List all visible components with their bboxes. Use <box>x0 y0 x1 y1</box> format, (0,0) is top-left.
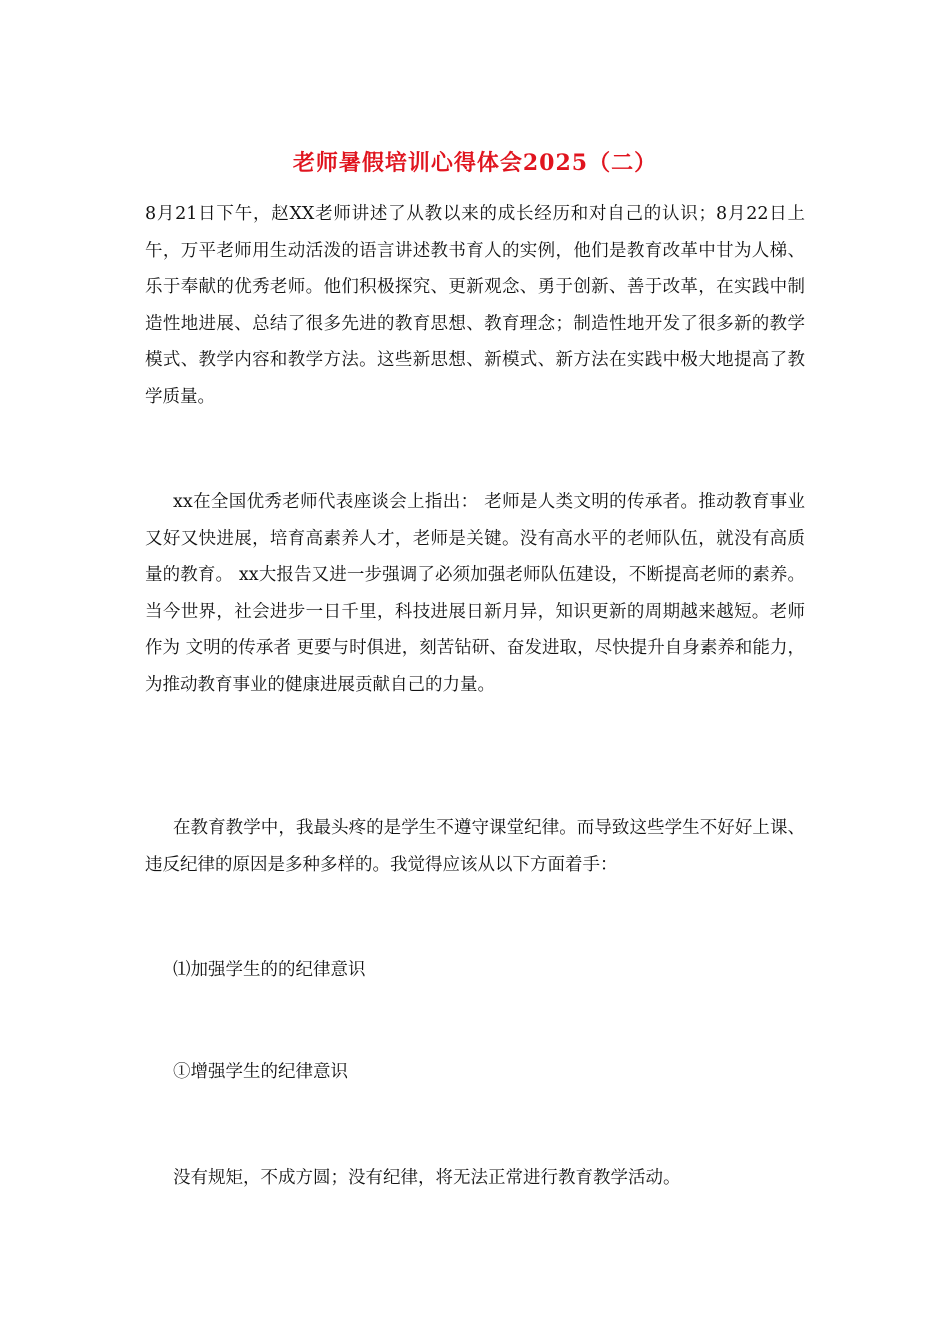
paragraph-teacher-role: xx在全国优秀老师代表座谈会上指出： 老师是人类文明的传承者。推动教育事业又好又快进展，培育高素养人才，老师是关键。没有高水平的老师队伍，就没有高质量的教育。 xx大报告又进一步强调了必须加强老师队伍建设，不断提高老师的素养。当今世界，社会进步一日千里，科技进展日新月异，知识更新的周期越来越短。老师作为 文明的传承者 更要与时俱进，刻苦钻研、奋发进取，尽快提升自身素养和能力，为推动教育事业的健康进展贡献自己的力量。 <box>145 492 805 695</box>
list-subheading-awareness: ①增强学生的纪律意识 <box>173 1062 348 1082</box>
paragraph-schedule: 8月21日下午，赵XX老师讲述了从教以来的成长经历和对自己的认识；8月22日上午，万平老师用生动活泼的语言讲述教书育人的实例，他们是教育改革中甘为人梯、乐于奉献的优秀老师。他们积极探究、更新观念、勇于创新、善于改革，在实践中制造性地进展、总结了很多先进的教育思想、教育理念；制造性地开发了很多新的教学模式、教学内容和教学方法。这些新思想、新模式、新方法在实践中极大地提高了教学质量。 <box>145 204 805 407</box>
list-heading-discipline: ⑴加强学生的的纪律意识 <box>173 960 366 980</box>
paragraph-rules: 没有规矩，不成方圆；没有纪律，将无法正常进行教育教学活动。 <box>173 1168 681 1188</box>
paragraph-discipline-problem: 在教育教学中，我最头疼的是学生不遵守课堂纪律。而导致这些学生不好好上课、违反纪律的原因是多种多样的。我觉得应该从以下方面着手： <box>145 818 805 875</box>
document-title: 老师暑假培训心得体会2025（二） <box>292 150 658 176</box>
